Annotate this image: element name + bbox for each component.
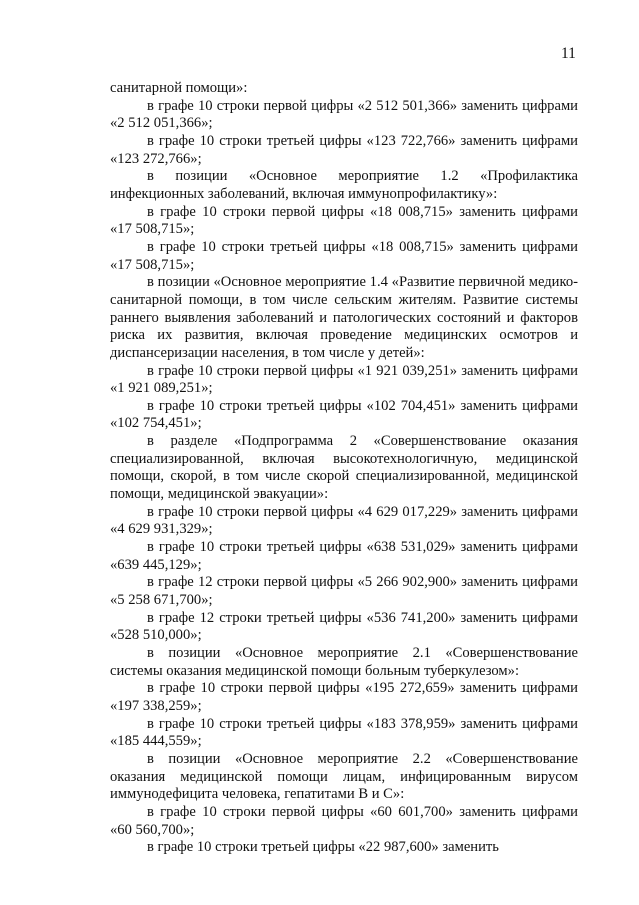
paragraph: в графе 10 строки первой цифры «60 601,700» заменить цифрами «60 560,700»;	[110, 803, 578, 838]
paragraph: в позиции «Основное мероприятие 1.4 «Развитие первичной медико-санитарной помощи, в том числе сельским жителям. Развитие системы раннего выявления заболеваний и патологических состояний и факторов риска их развития, включая проведение медицинских осмотров и диспансеризации населения, в том числе у детей»:	[110, 274, 578, 361]
page-number: 11	[561, 45, 576, 62]
paragraph: в графе 10 строки третьей цифры «183 378,959» заменить цифрами «185 444,559»;	[110, 715, 578, 750]
paragraph: в графе 10 строки третьей цифры «638 531,029» заменить цифрами «639 445,129»;	[110, 539, 578, 573]
paragraph: в графе 10 строки третьей цифры «123 722,766» заменить цифрами «123 272,766»;	[110, 132, 578, 167]
paragraph: в графе 12 строки первой цифры «5 266 902,900» заменить цифрами «5 258 671,700»;	[110, 574, 578, 609]
paragraph: в графе 10 строки третьей цифры «18 008,715» заменить цифрами «17 508,715»;	[110, 238, 578, 273]
paragraph: в графе 12 строки третьей цифры «536 741,200» заменить цифрами «528 510,000»;	[110, 609, 578, 644]
paragraph: в графе 10 строки первой цифры «18 008,715» заменить цифрами «17 508,715»;	[110, 203, 578, 238]
paragraph: в графе 10 строки первой цифры «2 512 501,366» заменить цифрами «2 512 051,366»;	[110, 97, 578, 132]
paragraph: в графе 10 строки первой цифры «1 921 039,251» заменить цифрами «1 921 089,251»;	[110, 362, 578, 397]
document-body	[110, 80, 578, 857]
paragraph: в графе 10 строки первой цифры «195 272,659» заменить цифрами «197 338,259»;	[110, 680, 578, 714]
paragraph: в позиции «Основное мероприятие 2.2 «Совершенствование оказания медицинской помощи лицам, инфицированным вирусом иммунодефицита человека, гепатитами В и С»:	[110, 750, 578, 803]
paragraph: в графе 10 строки третьей цифры «102 704,451» заменить цифрами «102 754,451»;	[110, 397, 578, 432]
paragraph: в позиции «Основное мероприятие 2.1 «Совершенствование системы оказания медицинской помощи больным туберкулезом»:	[110, 645, 578, 679]
paragraph: в разделе «Подпрограмма 2 «Совершенствование оказания специализированной, включая высокотехнологичную, медицинской помощи, скорой, в том числе скорой специализированной, медицинской помощи, медицинской эвакуации»:	[110, 433, 578, 503]
paragraph-continuation: санитарной помощи»:	[110, 80, 248, 96]
paragraph: в графе 10 строки первой цифры «4 629 017,229» заменить цифрами «4 629 931,329»;	[110, 503, 578, 538]
paragraph: в позиции «Основное мероприятие 1.2 «Профилактика инфекционных заболеваний, включая иммунопрофилактику»:	[110, 168, 578, 202]
paragraph: в графе 10 строки третьей цифры «22 987,600» заменить	[147, 839, 499, 856]
